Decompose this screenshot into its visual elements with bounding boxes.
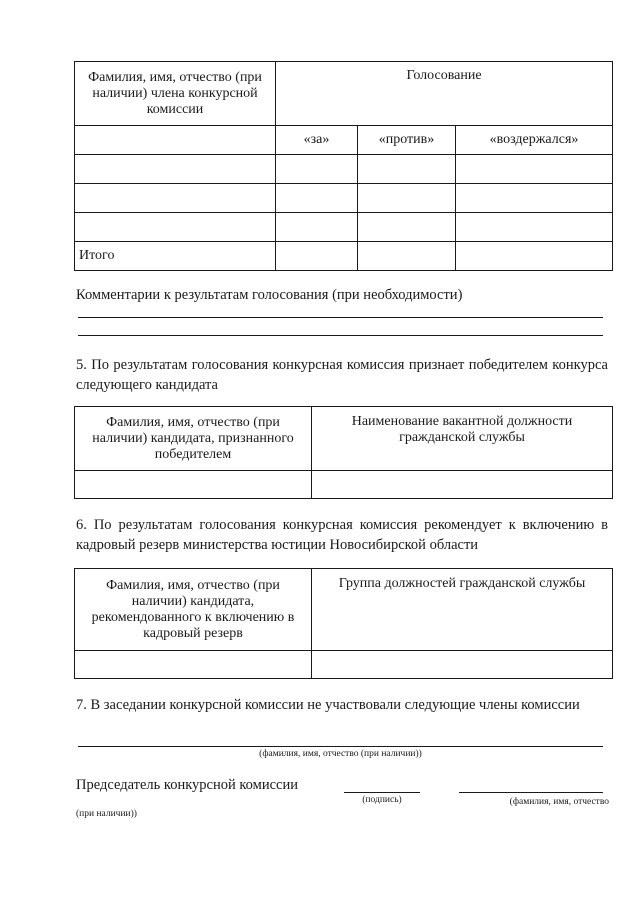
chair-signature-line[interactable]: [344, 792, 420, 793]
voting-cell[interactable]: [75, 184, 276, 213]
voting-cell[interactable]: [456, 184, 613, 213]
chair-signature-caption: (подпись): [362, 795, 402, 805]
voting-cell[interactable]: [456, 242, 613, 271]
reserve-col-name: Фамилия, имя, отчество (при наличии) кандидата, рекомендованного к включению в кадровый резерв: [75, 569, 312, 651]
voting-subheader-empty: [75, 126, 276, 155]
chair-name-caption: (фамилия, имя, отчество: [509, 797, 609, 807]
voting-cell[interactable]: [358, 184, 456, 213]
voting-cell[interactable]: [358, 242, 456, 271]
reserve-table: [74, 568, 613, 679]
section7-text: 7. В заседании конкурсной комиссии не участвовали следующие члены комиссии: [76, 697, 580, 713]
voting-cell[interactable]: [276, 184, 358, 213]
chair-name-line[interactable]: [459, 792, 603, 793]
voting-cell[interactable]: [358, 155, 456, 184]
voting-cell[interactable]: [75, 213, 276, 242]
winner-cell[interactable]: [75, 471, 312, 499]
voting-col-against: «против»: [358, 126, 456, 155]
absent-members-line[interactable]: [78, 746, 603, 747]
comments-line[interactable]: [78, 317, 603, 318]
chair-name-caption-cont: (при наличии)): [76, 809, 137, 819]
section6-text: 6. По результатам голосования конкурсная комиссия рекомендует к включению в кадровый резерв министерства юстиции Новосибирской области: [76, 517, 608, 553]
voting-cell[interactable]: [276, 242, 358, 271]
voting-header-voting: Голосование: [276, 62, 613, 126]
reserve-col-group: Группа должностей гражданской службы: [312, 569, 613, 651]
winner-cell[interactable]: [312, 471, 613, 499]
chair-label: Председатель конкурсной комиссии: [76, 777, 298, 793]
comments-line[interactable]: [78, 335, 603, 336]
voting-table: [74, 61, 613, 271]
voting-col-for: «за»: [276, 126, 358, 155]
section5-text: 5. По результатам голосования конкурсная комиссия признает победителем конкурса следующего кандидата: [76, 357, 608, 393]
reserve-cell[interactable]: [75, 651, 312, 679]
reserve-cell[interactable]: [312, 651, 613, 679]
comments-label: Комментарии к результатам голосования (при необходимости): [76, 287, 463, 303]
voting-cell[interactable]: [276, 213, 358, 242]
winner-col-position: Наименование вакантной должности гражданской службы: [312, 407, 613, 471]
voting-total-label: Итого: [75, 242, 276, 271]
voting-cell[interactable]: [456, 213, 613, 242]
voting-cell[interactable]: [456, 155, 613, 184]
voting-header-name: Фамилия, имя, отчество (при наличии) члена конкурсной комиссии: [75, 62, 276, 126]
voting-cell[interactable]: [358, 213, 456, 242]
voting-col-abstain: «воздержался»: [456, 126, 613, 155]
voting-cell[interactable]: [276, 155, 358, 184]
absent-members-caption: (фамилия, имя, отчество (при наличии)): [259, 749, 422, 759]
winner-table: [74, 406, 613, 499]
winner-col-name: Фамилия, имя, отчество (при наличии) кандидата, признанного победителем: [75, 407, 312, 471]
voting-cell[interactable]: [75, 155, 276, 184]
